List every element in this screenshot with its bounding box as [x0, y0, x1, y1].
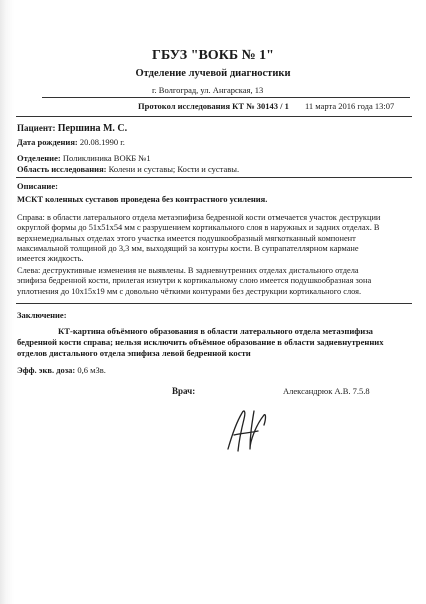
- patient-name: Першина М. С.: [57, 123, 128, 134]
- description-line: уплотнения до 10х15х19 мм с довольно чёткими контурами без деструкции кортикального слоя.: [17, 286, 362, 296]
- protocol-divider: [16, 116, 412, 117]
- area-row: [17, 164, 239, 174]
- patient-label: Пациент:: [17, 123, 56, 133]
- description-right: [17, 213, 413, 264]
- department-label: Отделение:: [17, 153, 61, 163]
- department-value: Поликлиника ВОКБ №1: [62, 153, 151, 163]
- description-line: верхнемедиальных отделах этого участка имеется подушкообразный мягкотканный компонент: [17, 233, 356, 243]
- conclusion-line: КТ-картина объёмного образования в области латерального отдела метаэпифиза: [58, 326, 373, 336]
- dob-value: 20.08.1990 г.: [79, 137, 125, 147]
- description-line: округлой формы до 51х51х54 мм с разрушением кортикального слоя в наружных и задних отделах. В: [17, 223, 380, 233]
- dose-row: [17, 365, 106, 375]
- patient-divider: [16, 177, 412, 178]
- conclusion-heading: Заключение:: [17, 310, 67, 320]
- conclusion-line: отделов дистального отдела эпифиза левой бедренной кости: [17, 348, 251, 358]
- description-heading: Описание:: [17, 181, 58, 191]
- department-row: [17, 153, 151, 163]
- description-line: максимальной толщиной до 3,3 мм, выходящий за контуры кости. В супрапателлярном кармане: [17, 243, 359, 253]
- description-line: Слева: деструктивные изменения не выявлены. В задневнутренних отделах дистального отдела: [17, 266, 359, 275]
- protocol-title: Протокол исследования КТ № 30143 / 1: [138, 101, 289, 111]
- handwritten-signature: [220, 405, 280, 455]
- department-title: Отделение лучевой диагностики: [135, 68, 291, 79]
- dob-row: [17, 137, 125, 147]
- dose-value: 0,6 мЗв.: [77, 365, 106, 375]
- description-line: эпифиза бедренной кости, прилегая изнутри к кортикальному слою имеется подушкообразная зона: [17, 276, 372, 286]
- dob-label: Дата рождения:: [17, 137, 78, 147]
- header-divider: [42, 97, 410, 98]
- description-line: имеется жидкость.: [17, 254, 84, 264]
- description-lead: МСКТ коленных суставов проведена без контрастного усиления.: [17, 194, 268, 204]
- description-left: [17, 266, 413, 297]
- protocol-datetime: 11 марта 2016 года 13:07: [305, 101, 395, 111]
- area-value: Колени и суставы; Кости и суставы.: [108, 164, 240, 174]
- address-line: г. Волгоград, ул. Ангарская, 13: [152, 85, 264, 95]
- description-line: Справа: в области латерального отдела метаэпифиза бедренной кости отмечается участок деструкции: [17, 213, 381, 222]
- conclusion-divider: [16, 303, 412, 304]
- conclusion-line: бедренной кости справа; нельзя исключить объёмное образование в области задневнутренних: [17, 337, 384, 347]
- doctor-name: Александрюк А.В. 7.5.8: [283, 386, 370, 396]
- dose-label: Эфф. экв. доза:: [17, 365, 76, 375]
- patient-row: [17, 123, 127, 134]
- doctor-label: Врач:: [172, 386, 196, 396]
- institution-title: ГБУЗ "ВОКБ № 1": [152, 48, 274, 63]
- area-label: Область исследования:: [17, 164, 107, 174]
